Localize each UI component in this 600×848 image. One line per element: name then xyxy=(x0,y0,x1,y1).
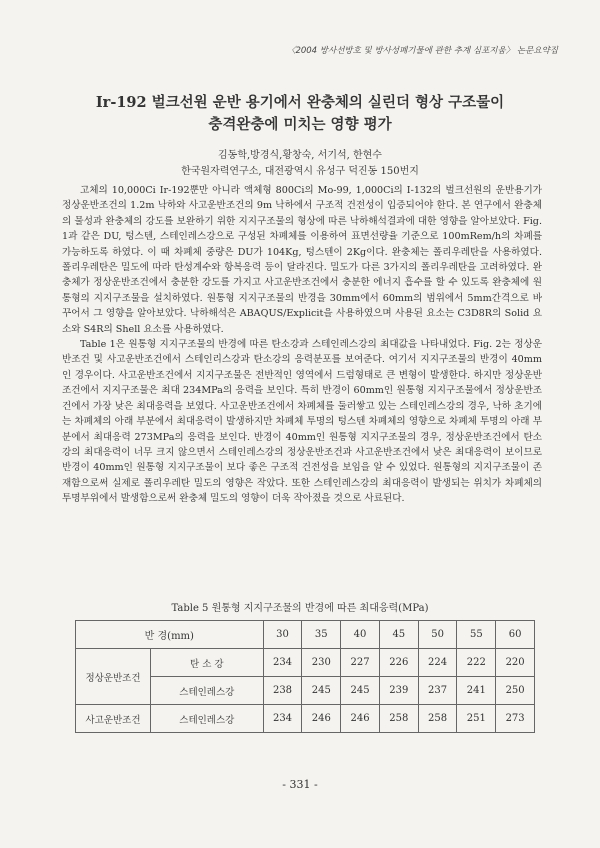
stress-table xyxy=(75,620,535,733)
value-cell: 230 xyxy=(302,649,341,677)
title-line-1: Ir-192 벌크선원 운반 용기에서 완충체의 실린더 형상 구조물이 xyxy=(95,94,505,111)
value-cell: 258 xyxy=(379,705,418,733)
material-cell: 스테인레스강 xyxy=(151,677,264,705)
value-cell: 246 xyxy=(302,705,341,733)
affiliation: 한국원자력연구소, 대전광역시 유성구 덕진동 150번지 xyxy=(181,166,419,177)
radius-cell: 45 xyxy=(379,621,418,649)
radius-header: 반 경(mm) xyxy=(76,621,264,649)
value-cell: 234 xyxy=(263,649,302,677)
title-line-2: 충격완충에 미치는 영향 평가 xyxy=(208,116,392,133)
value-cell: 246 xyxy=(341,705,380,733)
value-cell: 245 xyxy=(302,677,341,705)
value-cell: 234 xyxy=(263,705,302,733)
value-cell: 245 xyxy=(341,677,380,705)
value-cell: 250 xyxy=(496,677,535,705)
radius-cell: 60 xyxy=(496,621,535,649)
table-row xyxy=(76,705,535,733)
paper-title xyxy=(40,92,560,136)
radius-cell: 50 xyxy=(418,621,457,649)
value-cell: 224 xyxy=(418,649,457,677)
radius-cell: 30 xyxy=(263,621,302,649)
table-caption: Table 5 원통형 지지구조물의 반경에 따른 최대응력(MPa) xyxy=(171,603,429,614)
value-cell: 241 xyxy=(457,677,496,705)
value-cell: 273 xyxy=(496,705,535,733)
author-block xyxy=(40,148,560,180)
value-cell: 251 xyxy=(457,705,496,733)
radius-cell: 40 xyxy=(341,621,380,649)
page-number: - 331 - xyxy=(282,778,318,791)
value-cell: 237 xyxy=(418,677,457,705)
table-row xyxy=(76,649,535,677)
value-cell: 222 xyxy=(457,649,496,677)
table-header-row xyxy=(76,621,535,649)
value-cell: 227 xyxy=(341,649,380,677)
value-cell: 238 xyxy=(263,677,302,705)
value-cell: 258 xyxy=(418,705,457,733)
authors: 김동학,방경식,황창숙, 서기석, 한현수 xyxy=(218,150,382,161)
radius-cell: 35 xyxy=(302,621,341,649)
value-cell: 226 xyxy=(379,649,418,677)
paragraph-1: 고체의 10,000Ci Ir-192뿐만 아니라 액체형 800Ci의 Mo-99, 1,000Ci의 I-132의 벌크선원의 운반용기가 정상운반조건의 1.2m 낙하와 사고운반조건의 9m 낙하에서 구조적 건전성이 입증되어야 한다. 본 연구에서 완충체의 물성과 완충체의 강도를 보완하기 위한 지지구조물의 형상에 따른 낙하해석결과에 대한 영향을 알아보았다. Fig. 1과 같은 DU, 텅스텐, 스테인레스강으로 구성된 차폐체를 이용하여 표면선량율 기준으로 100mRem/h의 차폐를 가능하도록 하였다. 이 때 차폐체 중량은 DU가 104Kg, 텅스텐이 2Kg이다. 완충체는 폴리우레탄을 사용하였다. 폴리우레탄은 밀도에 따라 탄성계수와 항복응력 등이 달라진다. 밀도가 다른 3가지의 폴리우레탄을 고려하였다. 완충체가 정상운반조건에서 충분한 강도를 가지고 사고운반조건에서 충분한 에너지 흡수를 할 수 있도록 완충체에 원통형의 지지구조물을 설치하였다. 원통형 지지구조물의 반경을 30mm에서 60mm의 범위에서 5mm간격으로 바꾸어서 그 영향을 알아보았다. 낙하해석은 ABAQUS/Explicit을 사용하였으며 사용된 요소는 C3D8R의 Solid 요소와 S4R의 Shell 요소를 사용하였다. xyxy=(62,185,542,335)
radius-cell: 55 xyxy=(457,621,496,649)
paragraph-2: Table 1은 원통형 지지구조물의 반경에 따른 탄소강과 스테인레스강의 최대값을 나타내었다. Fig. 2는 정상운반조건 및 사고운반조건에서 스테인리스강과 탄소강의 응력분포를 보여준다. 여기서 지지구조물의 반경이 40mm인 경우이다. 사고운반조건에서 지지구조물은 전반적인 영역에서 드럼형태로 큰 변형이 발생한다. 하지만 정상운반조건에서 지지구조물은 최대 234MPa의 응력을 보인다. 특히 반경이 60mm인 원통형 지지구조물에서 정상운반조건에서 가장 낮은 최대응력을 보였다. 사고운반조건에서 차폐체를 둘러쌓고 있는 스테인레스강의 경우, 낙하 초기에는 차폐체의 아래 부분에서 최대응력이 발생하지만 차폐체 투명의 텅스텐 차폐체의 영향으로 차폐체 투명의 아래 부분에서 최대응력 273MPa의 응력을 보인다. 반경이 40mm인 원통형 지지구조물의 경우, 정상운반조건에서 탄소강의 최대응력이 너무 크지 않으면서 스테인레스강의 정상운반조건과 사고운반조건에서 낮은 최대응력이 보이므로 반경이 40mm인 원통형 지지구조물이 보다 좋은 구조적 건전성을 보임을 알 수 있었다. 원통형의 지지구조물이 존재함으로써 실제로 폴리우레탄 밀도의 영향은 작았다. 또한 스테인레스강의 최대응력이 발생되는 위치가 차폐체의 투명부위에서 발생함으로써 완충체 밀도의 영향이 더욱 작아졌을 것으로 사료된다. xyxy=(62,339,542,505)
running-header: 〈2004 방사선방호 및 방사성폐기물에 관한 추계 심포지움〉 논문요약집 xyxy=(286,46,558,56)
value-cell: 239 xyxy=(379,677,418,705)
condition-cell: 정상운반조건 xyxy=(76,649,151,705)
abstract-body xyxy=(62,183,542,507)
value-cell: 220 xyxy=(496,649,535,677)
material-cell: 스테인레스강 xyxy=(151,705,264,733)
condition-cell: 사고운반조건 xyxy=(76,705,151,733)
material-cell: 탄 소 강 xyxy=(151,649,264,677)
